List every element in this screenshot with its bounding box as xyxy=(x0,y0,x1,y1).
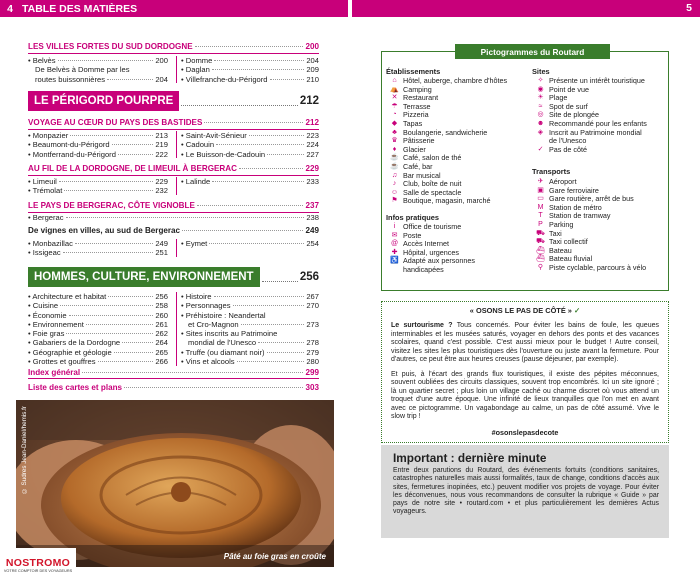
part-page: 256 xyxy=(299,271,319,283)
pictogram-label: Gare routière, arrêt de bus xyxy=(549,194,634,204)
toc-item[interactable] xyxy=(181,65,319,74)
section-title: LE PAYS DE BERGERAC, CÔTE VIGNOBLE xyxy=(28,201,195,210)
infos-list xyxy=(386,223,538,275)
item-page: 219 xyxy=(155,140,168,150)
header-title: TABLE DES MATIÈRES xyxy=(22,2,138,15)
pictogram-label: Tapas xyxy=(403,118,423,128)
item-label: • Gabariers de la Dordogne xyxy=(28,338,121,348)
item-page: 210 xyxy=(306,74,319,84)
item-label: • Sites inscrits au Patrimoine xyxy=(181,329,278,339)
item-page: 233 xyxy=(306,177,319,186)
part-title: HOMMES, CULTURE, ENVIRONNEMENT xyxy=(28,267,260,287)
section-title: Liste des cartes et plans xyxy=(28,383,123,392)
pictogram-label: Présente un intérêt touristique xyxy=(549,76,645,85)
category-sites: Sites xyxy=(532,67,550,76)
toc-list-left xyxy=(28,177,168,196)
item-page: 264 xyxy=(155,338,168,348)
item-page: 213 xyxy=(155,131,168,140)
item-page: 209 xyxy=(306,65,319,75)
transports-list xyxy=(532,178,672,273)
section-page: 249 xyxy=(305,226,319,235)
toc-list-left xyxy=(28,292,168,366)
mail-icon: ✉ xyxy=(391,231,398,239)
photo-credit: © Sudres Jean-Daniel/hemis.fr xyxy=(21,406,28,495)
disco-icon: ♪ xyxy=(392,180,397,188)
toc-item[interactable] xyxy=(181,150,319,159)
pas-de-cote-icon: ✓ xyxy=(573,306,581,315)
item-label: • Villefranche-du-Périgord xyxy=(181,74,268,84)
pictogram-label: Office de tourisme xyxy=(403,222,462,231)
item-page: 224 xyxy=(306,140,319,150)
category-etablissements: Établissements xyxy=(386,67,441,76)
item-label: • Monbazillac xyxy=(28,239,73,248)
pictogram-label: handicapées xyxy=(403,264,444,274)
cup-icon: ☕ xyxy=(390,154,399,162)
category-infos: Infos pratiques xyxy=(386,213,439,222)
section-title: Index général xyxy=(28,368,81,377)
column-divider xyxy=(176,292,177,366)
section-title: De vignes en villes, au sud de Bergerac xyxy=(28,226,181,235)
section-page: 237 xyxy=(305,201,319,210)
column-divider xyxy=(176,56,177,83)
item-label: • Bergerac xyxy=(28,213,64,222)
bar-icon: ☕ xyxy=(390,162,399,170)
osons-paragraph-1: Le surtourisme ? Tous concernés. Pour éviter les bains de foule, les queues interminables et les musées saturés, voyager en dehors des ponts et des vacances scolaires, quand c'est possible. C'est aussi mieux pour le budget ! Autre conseil, visitez les sites les plus touristiques dès l'ouverture ou juste avant la fermeture. Pour d'autres, ce peut être aux heures creuses (pause déjeuner, par exemple). xyxy=(391,322,659,363)
item-label: • Trémolat xyxy=(28,186,63,196)
item-label: • Foie gras xyxy=(28,329,65,339)
fork-knife-icon: ✕ xyxy=(391,94,398,102)
toc-item[interactable] xyxy=(181,301,319,310)
pictogram-label: Café, salon de thé xyxy=(403,153,462,163)
pictogram-label: Plage xyxy=(549,93,568,103)
column-divider xyxy=(176,239,177,257)
pictogram-label: Hôpital, urgences xyxy=(403,247,459,257)
taxi-icon: ⛟ xyxy=(536,229,545,237)
item-label: • Environnement xyxy=(28,319,84,329)
tent-icon: ⛺ xyxy=(390,85,399,93)
boat-icon: ⛴ xyxy=(536,246,545,254)
tram-icon: T xyxy=(538,212,543,220)
pictogram-label: Taxi collectif xyxy=(549,237,588,247)
toc-item[interactable] xyxy=(28,140,168,149)
toc-item[interactable] xyxy=(181,320,319,329)
toc-list-left xyxy=(28,131,168,159)
section-page: 299 xyxy=(305,368,319,377)
item-page: 200 xyxy=(155,56,168,65)
item-label: • Truffe (ou diamant noir) xyxy=(181,347,265,357)
hospital-icon: ✚ xyxy=(391,248,398,256)
section-page: 212 xyxy=(305,118,319,127)
toc-item[interactable] xyxy=(28,56,168,65)
toc-item[interactable] xyxy=(181,75,319,84)
pictogram-label: Boulangerie, sandwicherie xyxy=(403,127,488,137)
bread-icon: ♣ xyxy=(392,128,397,136)
toc-item[interactable] xyxy=(28,186,168,195)
pictogram-header: Pictogrammes du Routard xyxy=(455,44,610,59)
item-page: 278 xyxy=(306,338,319,348)
toc-item[interactable] xyxy=(28,329,168,338)
item-label: • Géographie et géologie xyxy=(28,347,112,357)
toc-item[interactable] xyxy=(28,150,168,159)
toc-item[interactable] xyxy=(28,292,168,301)
pictogram-label: Site de plongée xyxy=(549,110,599,120)
section-title: AU FIL DE LA DORDOGNE, DE LIMEUIL À BERGERAC xyxy=(28,164,237,173)
item-page: 265 xyxy=(155,347,168,357)
pictogram-label: Station de tramway xyxy=(549,211,611,221)
item-label: et Cro-Magnon xyxy=(188,319,239,329)
logo-name: NOSTROMO xyxy=(5,557,71,569)
item-label: • Lalinde xyxy=(181,177,211,186)
pictogram-label: Recommandé pour les enfants xyxy=(549,118,647,128)
item-label: • Cuisine xyxy=(28,301,59,311)
toc-section-villes-fortes[interactable] xyxy=(28,42,319,51)
item-label: routes buissonnières xyxy=(35,74,106,84)
toc-item[interactable] xyxy=(181,311,319,320)
toc-item[interactable] xyxy=(181,348,319,357)
toc-part-perigord-pourpre[interactable] xyxy=(28,91,319,111)
important-box xyxy=(381,445,669,538)
toc-list-right xyxy=(181,131,319,159)
item-page: 262 xyxy=(155,329,168,339)
unesco-icon: ◈ xyxy=(537,128,544,136)
pictogram-label: Boutique, magasin, marché xyxy=(403,196,491,206)
pictogram-item xyxy=(532,146,672,155)
plane-icon: ✈ xyxy=(537,178,544,185)
pictogram-label: Spot de surf xyxy=(549,101,588,111)
surf-icon: ≈ xyxy=(538,102,543,110)
pictogram-label: Club, boîte de nuit xyxy=(403,179,462,189)
toc-item[interactable] xyxy=(181,357,319,366)
item-label: • Montferrand-du-Périgord xyxy=(28,149,116,159)
divider xyxy=(28,175,319,176)
river-boat-icon: ⛴ xyxy=(536,255,545,263)
item-page: 266 xyxy=(155,357,168,367)
item-page: 256 xyxy=(155,292,168,301)
internet-icon: @ xyxy=(390,240,399,248)
pictogram-label: Parking xyxy=(549,219,574,229)
toc-item[interactable] xyxy=(181,177,319,186)
pictogram-label: Accès Internet xyxy=(403,239,449,249)
pictogram-label: Terrasse xyxy=(403,101,431,111)
item-label: • Préhistoire : Neandertal xyxy=(181,310,266,320)
item-page: 223 xyxy=(306,131,319,140)
item-page: 232 xyxy=(155,186,168,196)
photo-caption: Pâté au foie gras en croûte xyxy=(223,552,326,561)
item-label: • Vins et alcools xyxy=(181,357,235,367)
pictogram-label: Pas de côté xyxy=(549,144,587,154)
item-page: 280 xyxy=(306,357,319,367)
toc-item[interactable] xyxy=(28,301,168,310)
item-page: 229 xyxy=(155,177,168,186)
item-page: 270 xyxy=(306,301,319,311)
toc-item[interactable] xyxy=(181,140,319,149)
toc-item[interactable] xyxy=(181,56,319,65)
pictogram-label: de l'Unesco xyxy=(549,136,587,146)
pictogram-label: Pizzeria xyxy=(403,110,429,120)
page-number-right: 5 xyxy=(686,2,692,14)
pictogram-item xyxy=(386,266,538,275)
toc-item[interactable] xyxy=(181,239,319,248)
right-page-header xyxy=(352,0,700,17)
pictogram-label: Poste xyxy=(403,230,422,240)
toc-section-dordogne[interactable] xyxy=(28,164,319,173)
left-page-header xyxy=(0,0,348,17)
item-label: • Belvès xyxy=(28,56,56,65)
shared-taxi-icon: ⛟ xyxy=(536,238,545,246)
toc-index[interactable] xyxy=(28,368,319,377)
column-divider xyxy=(176,131,177,158)
item-label: • Économie xyxy=(28,310,67,320)
item-page: 222 xyxy=(155,149,168,159)
shop-icon: ⚑ xyxy=(391,197,398,205)
toc-item[interactable] xyxy=(28,320,168,329)
pictogram-label: Taxi xyxy=(549,228,562,238)
train-icon: ▣ xyxy=(537,186,544,194)
item-page: 254 xyxy=(306,239,319,248)
toc-item[interactable] xyxy=(28,239,168,248)
music-icon: ♫ xyxy=(391,171,398,179)
step-aside-icon: ✓ xyxy=(537,145,544,153)
section-title: LES VILLES FORTES DU SUD DORDOGNE xyxy=(28,42,193,51)
item-label: • Histoire xyxy=(181,292,212,301)
tapas-icon: ◆ xyxy=(391,119,398,127)
item-label: • Cadouin xyxy=(181,140,215,150)
pictogram-item xyxy=(386,197,538,206)
toc-item[interactable] xyxy=(28,348,168,357)
viewpoint-icon: ◉ xyxy=(537,85,544,93)
item-page: 251 xyxy=(155,248,168,258)
section-page: 229 xyxy=(305,164,319,173)
osons-paragraph-2: Et puis, à l'écart des grands flux touristiques, il existe des pépites méconnues, souvent oubliées des circuits classiques, souvent trop encombrés. Ici un site ignoré ; là un quartier secret ; plus loin un village caché ou charme discret où vous attend un troquet d'une autre époque. Une infinité de lieux tranquilles que l'on met en avant avec ce pictogramme. Un vagabondage au calme, un pas de côté assumé. Vive le slow trip ! xyxy=(391,370,659,420)
toc-item[interactable] xyxy=(28,357,168,366)
item-page: 273 xyxy=(306,319,319,329)
item-page: 227 xyxy=(306,149,319,159)
osons-title: « OSONS LE PAS DE CÔTÉ » ✓ xyxy=(469,306,581,315)
item-label: • Saint-Avit-Sénieur xyxy=(181,131,247,140)
toc-list-left xyxy=(28,239,168,258)
section-page: 303 xyxy=(305,383,319,392)
pictogram-label: Pâtisserie xyxy=(403,136,435,146)
toc-section-vignes[interactable] xyxy=(28,226,319,235)
section-page: 200 xyxy=(305,42,319,51)
toc-list-left xyxy=(28,56,168,84)
important-title: Important : dernière minute xyxy=(393,451,547,465)
bus-icon: ▭ xyxy=(537,195,544,203)
pictogram-label: Bateau fluvial xyxy=(549,254,593,264)
toc-list-right xyxy=(181,292,319,366)
pictogram-label: Inscrit au Patrimoine mondial xyxy=(549,127,642,137)
toc-part-hommes-culture[interactable] xyxy=(28,267,319,287)
osons-box xyxy=(381,301,669,443)
part-page: 212 xyxy=(299,95,319,107)
part-title: LE PÉRIGORD POURPRE xyxy=(28,91,179,111)
toc-item[interactable] xyxy=(181,338,319,347)
item-label: mondial de l'Unesco xyxy=(188,338,257,348)
ice-cream-icon: ♦ xyxy=(392,145,397,153)
toc-item[interactable] xyxy=(28,65,168,74)
toc-item[interactable] xyxy=(28,338,168,347)
item-label: • Le Buisson-de-Cadouin xyxy=(181,149,266,159)
item-page: 258 xyxy=(155,301,168,311)
toc-list-right xyxy=(181,177,319,186)
pictogram-label: Station de métro xyxy=(549,202,602,212)
item-label: De Belvès à Domme par les xyxy=(35,65,130,75)
pictogram-label: Restaurant xyxy=(403,93,439,103)
item-page: 279 xyxy=(306,347,319,357)
item-page: 204 xyxy=(155,74,168,84)
item-label: • Issigeac xyxy=(28,248,61,258)
column-divider xyxy=(176,177,177,195)
divider xyxy=(28,378,319,379)
item-label: • Eymet xyxy=(181,239,208,248)
pictogram-label: Adapté aux personnes xyxy=(403,256,475,266)
toc-list-right xyxy=(181,239,319,248)
logo-tagline: VOTRE COMPTOIR DES VOYAGEURS xyxy=(3,569,73,573)
toc-item[interactable] xyxy=(181,292,319,301)
important-text: Entre deux parutions du Routard, des événements fortuits (conditions sanitaires, catastrophes naturelles mais aussi formalités, taux de change, conditions d'accès aux sites, fermetures inopinées, etc.) peuvent modifier vos projets de voyage. Pour éviter les déconvenues, nous vous recommandons de consulter la rubrique « Guide » par pays de notre site • routard.com • et plus particulièrement les dernières Actus voyageurs. xyxy=(393,467,659,516)
pictogram-label: Aéroport xyxy=(549,177,577,186)
item-page: 267 xyxy=(306,292,319,301)
umbrella-icon: ☂ xyxy=(391,102,398,110)
star-icon: ✧ xyxy=(537,77,544,84)
item-label: • Daglan xyxy=(181,65,210,75)
item-label: • Architecture et habitat xyxy=(28,292,107,301)
item-page: 204 xyxy=(306,56,319,65)
divider xyxy=(28,129,319,130)
bed-icon: ⌂ xyxy=(392,77,397,84)
pizza-icon: ◔ xyxy=(392,111,397,119)
parking-icon: P xyxy=(538,220,543,228)
toc-section-bergerac[interactable] xyxy=(28,201,319,210)
toc-item-bergerac[interactable] xyxy=(28,213,319,222)
pictogram-label: Piste cyclable, parcours à vélo xyxy=(549,262,647,272)
item-page: 261 xyxy=(155,319,168,329)
toc-item[interactable] xyxy=(28,131,168,140)
dive-icon: ◎ xyxy=(537,111,544,119)
bike-icon: ⚲ xyxy=(537,263,544,271)
pictogram-label: Point de vue xyxy=(549,84,589,94)
toc-item[interactable] xyxy=(28,248,168,257)
toc-section-bastides[interactable] xyxy=(28,118,319,127)
toc-item[interactable] xyxy=(28,177,168,186)
continuation-spacer xyxy=(386,266,403,275)
hashtag[interactable]: #osonslepasdecote xyxy=(491,427,559,437)
item-label: • Beaumont-du-Périgord xyxy=(28,140,110,150)
metro-icon: M xyxy=(537,203,544,211)
pictogram-label: Hôtel, auberge, chambre d'hôtes xyxy=(403,76,508,85)
tourist-office-icon: i xyxy=(393,223,396,230)
item-label: • Domme xyxy=(181,56,213,65)
item-label: • Grottes et gouffres xyxy=(28,357,96,367)
cake-icon: ♛ xyxy=(391,137,398,145)
child-icon: ☻ xyxy=(536,119,545,127)
pictogram-label: Salle de spectacle xyxy=(403,187,462,197)
pictogram-item xyxy=(532,264,672,273)
toc-item[interactable] xyxy=(181,131,319,140)
theatre-icon: ☺ xyxy=(390,188,399,196)
toc-item[interactable] xyxy=(28,75,168,84)
toc-list-right xyxy=(181,56,319,84)
pictogram-label: Café, bar xyxy=(403,161,433,171)
toc-cartes[interactable] xyxy=(28,383,319,392)
toc-item[interactable] xyxy=(28,311,168,320)
continuation-spacer xyxy=(532,137,549,146)
sites-list xyxy=(532,77,672,154)
beach-icon: ☀ xyxy=(537,94,544,102)
pictogram-label: Camping xyxy=(403,84,432,94)
section-title: VOYAGE AU CŒUR DU PAYS DES BASTIDES xyxy=(28,118,203,127)
pictogram-label: Bateau xyxy=(549,245,572,255)
item-page: 238 xyxy=(306,213,319,222)
item-label: • Personnages xyxy=(181,301,231,311)
toc-item[interactable] xyxy=(181,329,319,338)
pate-croute-illustration xyxy=(16,400,334,567)
nostromo-logo xyxy=(0,548,76,582)
etablissements-list xyxy=(386,77,538,206)
divider xyxy=(28,53,319,54)
pictogram-label: Bar musical xyxy=(403,170,441,180)
item-page: 260 xyxy=(155,310,168,320)
wheelchair-icon: ♿ xyxy=(390,257,399,265)
page-number-left: 4 xyxy=(7,2,13,15)
pictogram-label: Gare ferroviaire xyxy=(549,185,599,195)
pictogram-label: Glacier xyxy=(403,144,426,154)
food-photo xyxy=(16,400,334,567)
item-page: 249 xyxy=(155,239,168,248)
category-transports: Transports xyxy=(532,167,571,176)
item-label: • Limeuil xyxy=(28,177,57,186)
item-label: • Monpazier xyxy=(28,131,69,140)
